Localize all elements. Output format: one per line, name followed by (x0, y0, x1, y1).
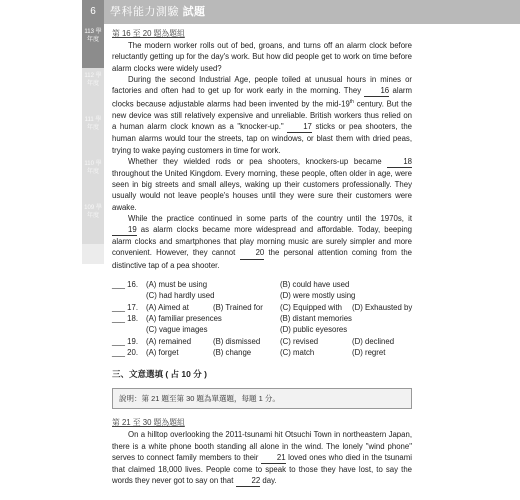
paragraph-text: alarm clocks because adjustable alarms had been invented by the mid-19 (112, 86, 412, 109)
question-19 (112, 336, 412, 347)
page-number: 6 (82, 0, 104, 24)
paragraph (112, 213, 412, 271)
question-16 (112, 279, 412, 290)
option-a[interactable]: (A) Aimed at (146, 302, 189, 312)
question-number: ___ 17. (112, 302, 139, 312)
part-title: 三、文意選填 ( 占 10 分 ) (112, 368, 207, 379)
paragraph-text: century. But the new device was still relatively expensive and unreliable. British workers thus relied on a human alarm clock known as a "knocker-up." (112, 99, 412, 132)
paragraph (112, 74, 412, 156)
paragraph (112, 40, 412, 74)
section-heading: 第 21 至 30 題為題組 (112, 418, 185, 428)
option-b[interactable]: (B) could have used (280, 279, 350, 289)
instructions-text: 說明：第 21 題至第 30 題為單選題，每題 1 分。 (119, 393, 280, 403)
option-d[interactable]: (D) regret (352, 348, 386, 358)
question-number: ___ 18. (112, 314, 139, 324)
option-a[interactable]: (A) must be using (146, 279, 208, 289)
blank-21: 21 (261, 452, 286, 464)
option-c[interactable]: (C) vague images (146, 325, 208, 335)
option-a[interactable]: (A) familiar presences (146, 314, 222, 324)
header-subtitle: 試題 (182, 6, 206, 18)
year-sidebar (82, 24, 104, 264)
blank-22: 22 (236, 475, 261, 487)
blank-19: 19 (112, 224, 137, 236)
option-d[interactable]: (D) Exhausted by (352, 302, 413, 312)
paragraph-text: throughout the United Kingdom. Every morning, these people, often older in age, were seen in big streets and small alleys, waking up their customers professionally. They usually would not leave people's houses until they were sure their customers were awake. (112, 169, 412, 212)
sidebar-tab-110[interactable]: 110 學年度 (82, 156, 104, 200)
option-b[interactable]: (B) change (213, 348, 252, 358)
paragraph (112, 156, 412, 213)
question-number: ___ 16. (112, 279, 139, 289)
option-c[interactable]: (C) Equipped with (280, 302, 342, 312)
question-number: ___ 19. (112, 336, 139, 346)
exam-content (112, 28, 412, 487)
blank-16: 16 (364, 85, 389, 97)
header-title: 學科能力測驗 (110, 6, 179, 18)
paragraph-text: the personal attention coming from the distinctive tap of a pea shooter. (112, 248, 413, 270)
sidebar-tab-113[interactable]: 113 學年度 (82, 24, 104, 68)
instructions-box (112, 388, 412, 409)
question-18 (112, 313, 412, 324)
sidebar-tab-109[interactable]: 109 學年度 (82, 200, 104, 244)
option-c[interactable]: (C) match (280, 348, 315, 358)
paragraph-text: loved ones who died in the tsunami that claimed 18,000 lives. People come to speak to those they have lost, to say the words they never got to say on that (112, 452, 412, 486)
paragraph-text: day. (262, 476, 277, 486)
superscript: th (349, 99, 354, 106)
paragraph-text: On a hilltop overlooking the 2011-tsunami hit Otsuchi Town in northeastern Japan, there is a white phone booth standing all alone in the wind. The lonely "wind phone" serves to connect family members to their (112, 430, 412, 462)
blank-20: 20 (240, 247, 265, 259)
sidebar-tab-112[interactable]: 112 學年度 (82, 68, 104, 112)
paragraph-text: The modern worker rolls out of bed, groans, and turns off an alarm clock before reluctantly getting up for the day's work. But how did people get to work on time before alarm clocks were widely used? (112, 41, 412, 73)
page-header (104, 0, 520, 24)
option-c[interactable]: (C) revised (280, 336, 319, 346)
question-20 (112, 347, 412, 358)
blank-17: 17 (287, 121, 312, 133)
paragraph-text: Whether they wielded rods or pea shooters, knockers-up became (128, 156, 382, 166)
paragraph-text: While the practice continued in some parts of the country until the 1970s, it (128, 213, 412, 223)
option-b[interactable]: (B) Trained for (213, 302, 263, 312)
paragraph (112, 429, 412, 487)
paragraph-text: sticks or pea shooters, the human alarms would tour the streets, tap on windows, or blast them with dried peas, trying to wake paying customers in time for work. (112, 122, 413, 155)
question-16-row2 (112, 290, 412, 301)
question-17 (112, 302, 412, 313)
question-18-row2 (112, 324, 412, 335)
sidebar-tab-111[interactable]: 111 學年度 (82, 112, 104, 156)
blank-18: 18 (387, 156, 412, 168)
option-c[interactable]: (C) had hardly used (146, 291, 215, 301)
option-a[interactable]: (A) remained (146, 336, 192, 346)
option-b[interactable]: (B) dismissed (213, 336, 261, 346)
option-d[interactable]: (D) declined (352, 336, 395, 346)
option-d[interactable]: (D) public eyesores (280, 325, 348, 335)
paragraph-text: During the second Industrial Age, people toiled at unusual hours in mines or factories and often had to get up for work early in the morning. They (112, 74, 412, 96)
section-heading: 第 16 至 20 題為題組 (112, 29, 185, 38)
question-number: ___ 20. (112, 348, 139, 358)
option-b[interactable]: (B) distant memories (280, 314, 352, 324)
paragraph-text: as alarm clocks became more widespread and affordable. Today, beeping alarm clocks and smartphones that play morning music are surely simpler and more convenient. However, they cannot (112, 225, 413, 258)
option-a[interactable]: (A) forget (146, 348, 179, 358)
option-d[interactable]: (D) were mostly using (280, 291, 356, 301)
